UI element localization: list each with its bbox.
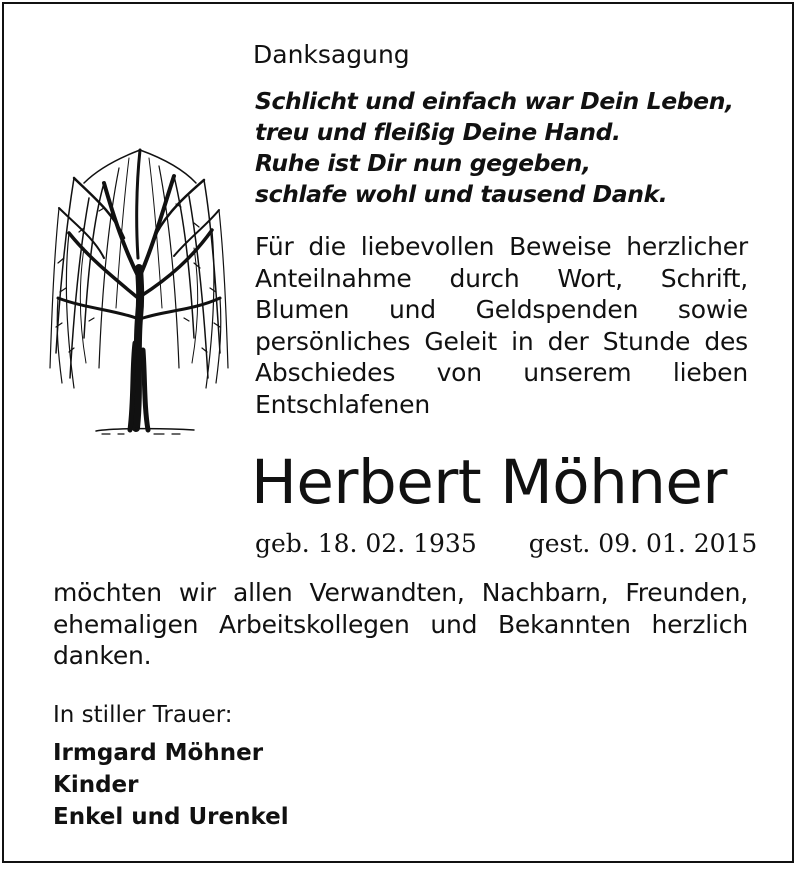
mourning-label: In stiller Trauer: <box>53 702 233 728</box>
thanks-paragraph: möchten wir allen Verwandten, Nachbarn, Freunden, ehemaligen Arbeitskollegen und Bekannten herzlich danken. <box>53 578 748 670</box>
mourner-name: Enkel und Urenkel <box>53 804 289 830</box>
intro-paragraph: Für die liebevollen Beweise herzlicher Anteilnahme durch Wort, Schrift, Blumen und Geldspenden sowie persönliches Geleit in der Stunde des Abschiedes von unserem lieben Entschlafenen <box>255 232 748 419</box>
life-dates <box>255 527 757 561</box>
memorial-poem <box>255 86 734 210</box>
mourners-list <box>53 737 289 833</box>
poem-line: Schlicht und einfach war Dein Leben, <box>255 87 734 115</box>
poem-line: schlafe wohl und tausend Dank. <box>255 180 668 208</box>
weeping-willow-tree-icon <box>44 138 230 438</box>
birth-date: geb. 18. 02. 1935 <box>255 529 477 558</box>
mourner-name: Irmgard Möhner <box>53 740 264 766</box>
poem-line: Ruhe ist Dir nun gegeben, <box>255 149 591 177</box>
poem-line: treu und fleißig Deine Hand. <box>255 118 621 146</box>
death-date: gest. 09. 01. 2015 <box>528 529 758 558</box>
notice-heading: Danksagung <box>253 40 410 69</box>
mourner-name: Kinder <box>53 772 139 798</box>
deceased-name: Herbert Möhner <box>251 447 727 518</box>
